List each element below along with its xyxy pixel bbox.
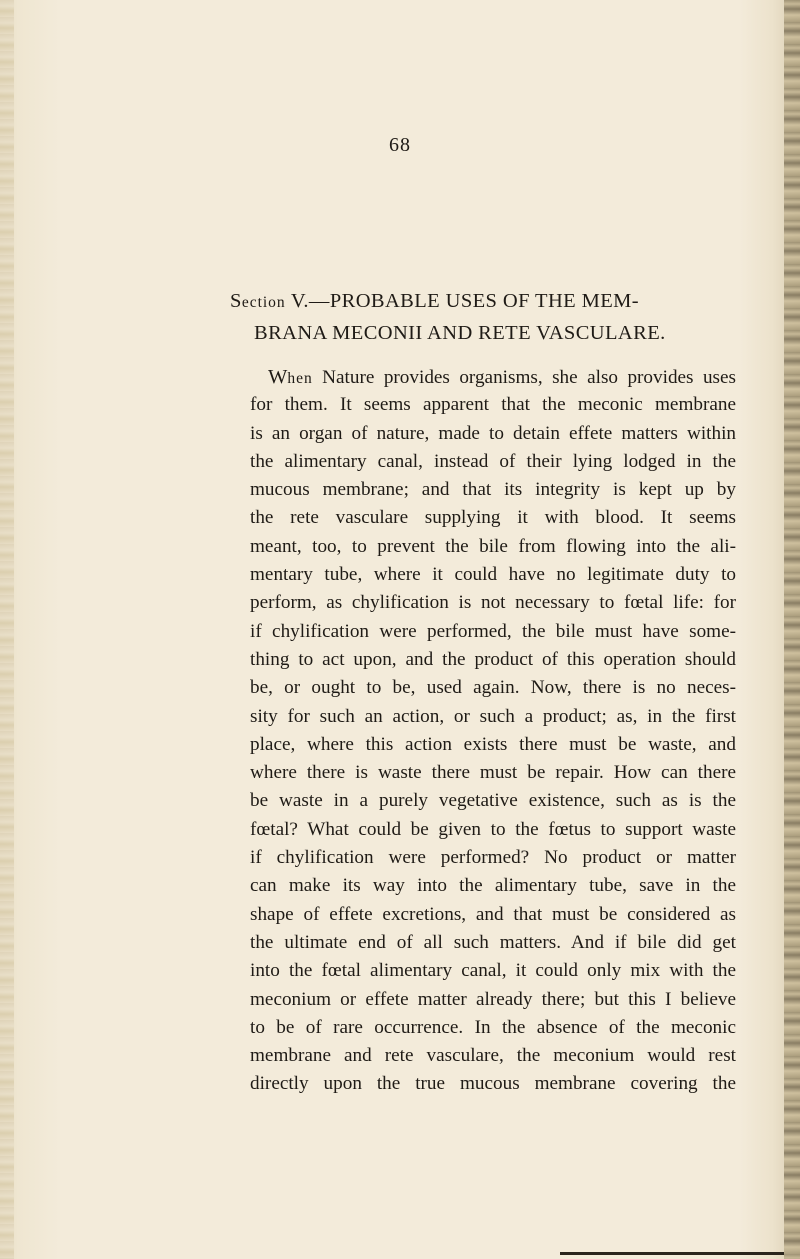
paragraph-line: sity for such an action, or such a product; as, in the first (250, 705, 736, 727)
paragraph-line: the alimentary canal, instead of their lying lodged in the (250, 450, 736, 472)
section-initial: S (230, 290, 242, 312)
page-number: 68 (389, 134, 411, 156)
section-heading-line-1 (230, 286, 730, 318)
paragraph-line: be, or ought to be, used again. Now, there is no neces- (250, 677, 736, 699)
paragraph-line: directly upon the true mucous membrane covering the (250, 1073, 736, 1095)
paragraph-line: to be of rare occurrence. In the absence of the meconic (250, 1016, 736, 1038)
page-gutter-edge (0, 0, 14, 1259)
paragraph-line: can make its way into the alimentary tube, save in the (250, 875, 736, 897)
paragraph-line: fœtal? What could be given to the fœtus to support waste (250, 818, 736, 840)
section-title-part-2: BRANA MECONII AND RETE VASCULARE. (254, 322, 666, 344)
paragraph-line: the rete vasculare supplying it with blood. It seems (250, 507, 736, 529)
paragraph-line: membrane and rete vasculare, the meconium would rest (250, 1045, 736, 1067)
first-word-rest: hen (287, 370, 313, 387)
paragraph-line: meant, too, to prevent the bile from flowing into the ali- (250, 535, 736, 557)
paragraph-line: mentary tube, where it could have no legitimate duty to (250, 564, 736, 586)
bottom-rule (560, 1252, 784, 1255)
first-line-rest: Nature provides organisms, she also provides uses (312, 367, 736, 388)
paragraph-line: the ultimate end of all such matters. And if bile did get (250, 931, 736, 953)
paragraph-line: be waste in a purely vegetative existence, such as is the (250, 790, 736, 812)
section-word-rest: ection (241, 294, 286, 311)
paragraph-line: if chylification were performed, the bile must have some- (250, 620, 736, 642)
paragraph-line: into the fœtal alimentary canal, it could only mix with the (250, 960, 736, 982)
body-paragraph (250, 363, 736, 1099)
paragraph-line: if chylification were performed? No product or matter (250, 847, 736, 869)
section-title-part-1: V.—PROBABLE USES OF THE MEM- (285, 290, 640, 312)
paragraph-line: where there is waste there must be repair. How can there (250, 762, 736, 784)
paragraph-line (250, 363, 736, 391)
drop-initial: W (268, 366, 288, 388)
paragraph-line: for them. It seems apparent that the meconic membrane (250, 394, 736, 416)
paragraph-line: place, where this action exists there must be waste, and (250, 733, 736, 755)
page-fore-edge (784, 0, 800, 1259)
paragraph-line: meconium or effete matter already there; but this I believe (250, 988, 736, 1010)
section-heading (230, 286, 730, 349)
paragraph-line: shape of effete excretions, and that must be considered as (250, 903, 736, 925)
paragraph-line: mucous membrane; and that its integrity is kept up by (250, 479, 736, 501)
paragraph-line: thing to act upon, and the product of this operation should (250, 648, 736, 670)
paragraph-line: perform, as chylification is not necessary to fœtal life: for (250, 592, 736, 614)
paragraph-line: is an organ of nature, made to detain effete matters within (250, 422, 736, 444)
